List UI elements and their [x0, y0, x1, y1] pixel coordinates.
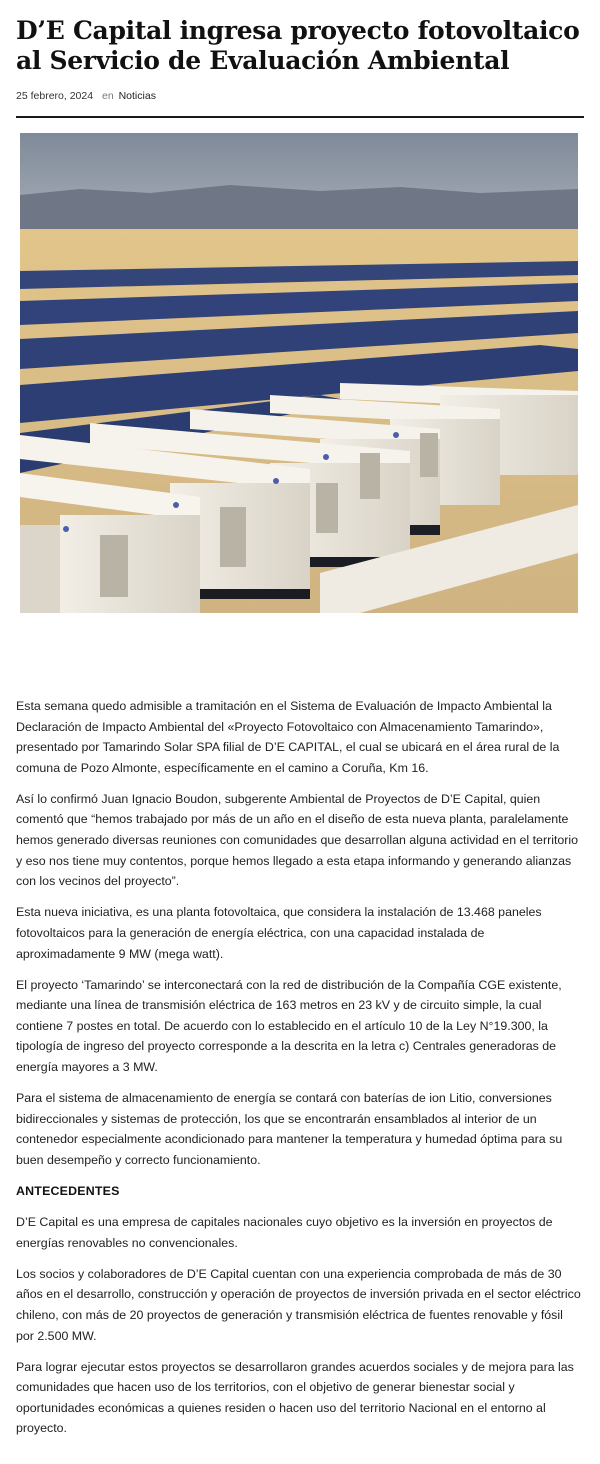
paragraph: El proyecto ‘Tamarindo’ se interconectará con la red de distribución de la Compañía CGE existente, mediante una línea de transmisión eléctrica de 163 metros en 23 kV y de circuito simple, la cual contiene 7 postes en total. De acuerdo con lo establecido en el artículo 10 de la Ley N°19.300, la tipología de ingreso del proyecto corresponde a la descrita en la letra c) Centrales generadoras de energía mayores a 3 MW. [16, 977, 562, 1074]
header-divider [16, 116, 584, 118]
paragraph: Esta nueva iniciativa, es una planta fotovoltaica, que considera la instalación de 13.468 paneles fotovoltaicos para la generación de energía eléctrica, con una capacidad instalada de aproximadamente 9 MW (mega watt). [16, 905, 542, 961]
paragraph: Los socios y colaboradores de D’E Capital cuentan con una experiencia comprobada de más de 30 años en el desarrollo, construcción y operación de proyectos de inversión privada en el sector eléctrico chileno, con más de 20 proyectos de generación y transmisión eléctrica de fuentes renovable y fósil por 2.500 MW. [16, 1266, 581, 1343]
paragraph: Así lo confirmó Juan Ignacio Boudon, subgerente Ambiental de Proyectos de D’E Capital, quien comentó que “hemos trabajado por más de un año en el diseño de esta nueva planta, paralelamente hemos generado diversas reuniones con comunidades que desarrollan alguna actividad en el territorio y eso nos tiene muy contentos, porque hemos llegado a esta etapa informando y generando alianzas con los vecinos del proyecto”. [16, 791, 579, 889]
paragraph: D’E Capital es una empresa de capitales nacionales cuyo objetivo es la inversión en proyectos de energías renovables no convencionales. [16, 1215, 553, 1250]
article-meta [16, 90, 156, 102]
paragraph: Para lograr ejecutar estos proyectos se desarrollaron grandes acuerdos sociales y de mejora para las comunidades que hacen uso de los territorios, con el objetivo de generar bienestar social y oportunidades económicas a quienes residen o hacen uso del territorio Nacional en el entorno al proyecto. [16, 1359, 574, 1436]
category-link[interactable]: Noticias [118, 90, 156, 102]
category-prefix: en [101, 90, 114, 102]
article-title: D’E Capital ingresa proyecto fotovoltaico al Servicio de Evaluación Ambiental [16, 16, 580, 75]
paragraph: Esta semana quedo admisible a tramitación en el Sistema de Evaluación de Impacto Ambiental la Declaración de Impacto Ambiental del «Proyecto Fotovoltaico con Almacenamiento Tamarindo», presentado por Tamarindo Solar SPA filial de D’E CAPITAL, el cual se ubicará en el área rural de la comuna de Pozo Almonte, específicamente en el camino a Coruña, Km 16. [16, 699, 560, 775]
featured-image [20, 133, 578, 613]
solar-battery-photo-icon [20, 133, 578, 613]
section-heading: ANTECEDENTES [16, 1183, 120, 1198]
paragraph: Para el sistema de almacenamiento de energía se contará con baterías de ion Litio, conversiones bidireccionales y sistemas de protección, los que se encontrarán ensamblados al interior de un contenedor especialmente acondicionado para mantener la temperatura y humedad óptima para su buen desempeño y correcto funcionamiento. [16, 1091, 563, 1167]
publish-date: 25 febrero, 2024 [16, 90, 94, 102]
article-body [16, 696, 584, 1450]
